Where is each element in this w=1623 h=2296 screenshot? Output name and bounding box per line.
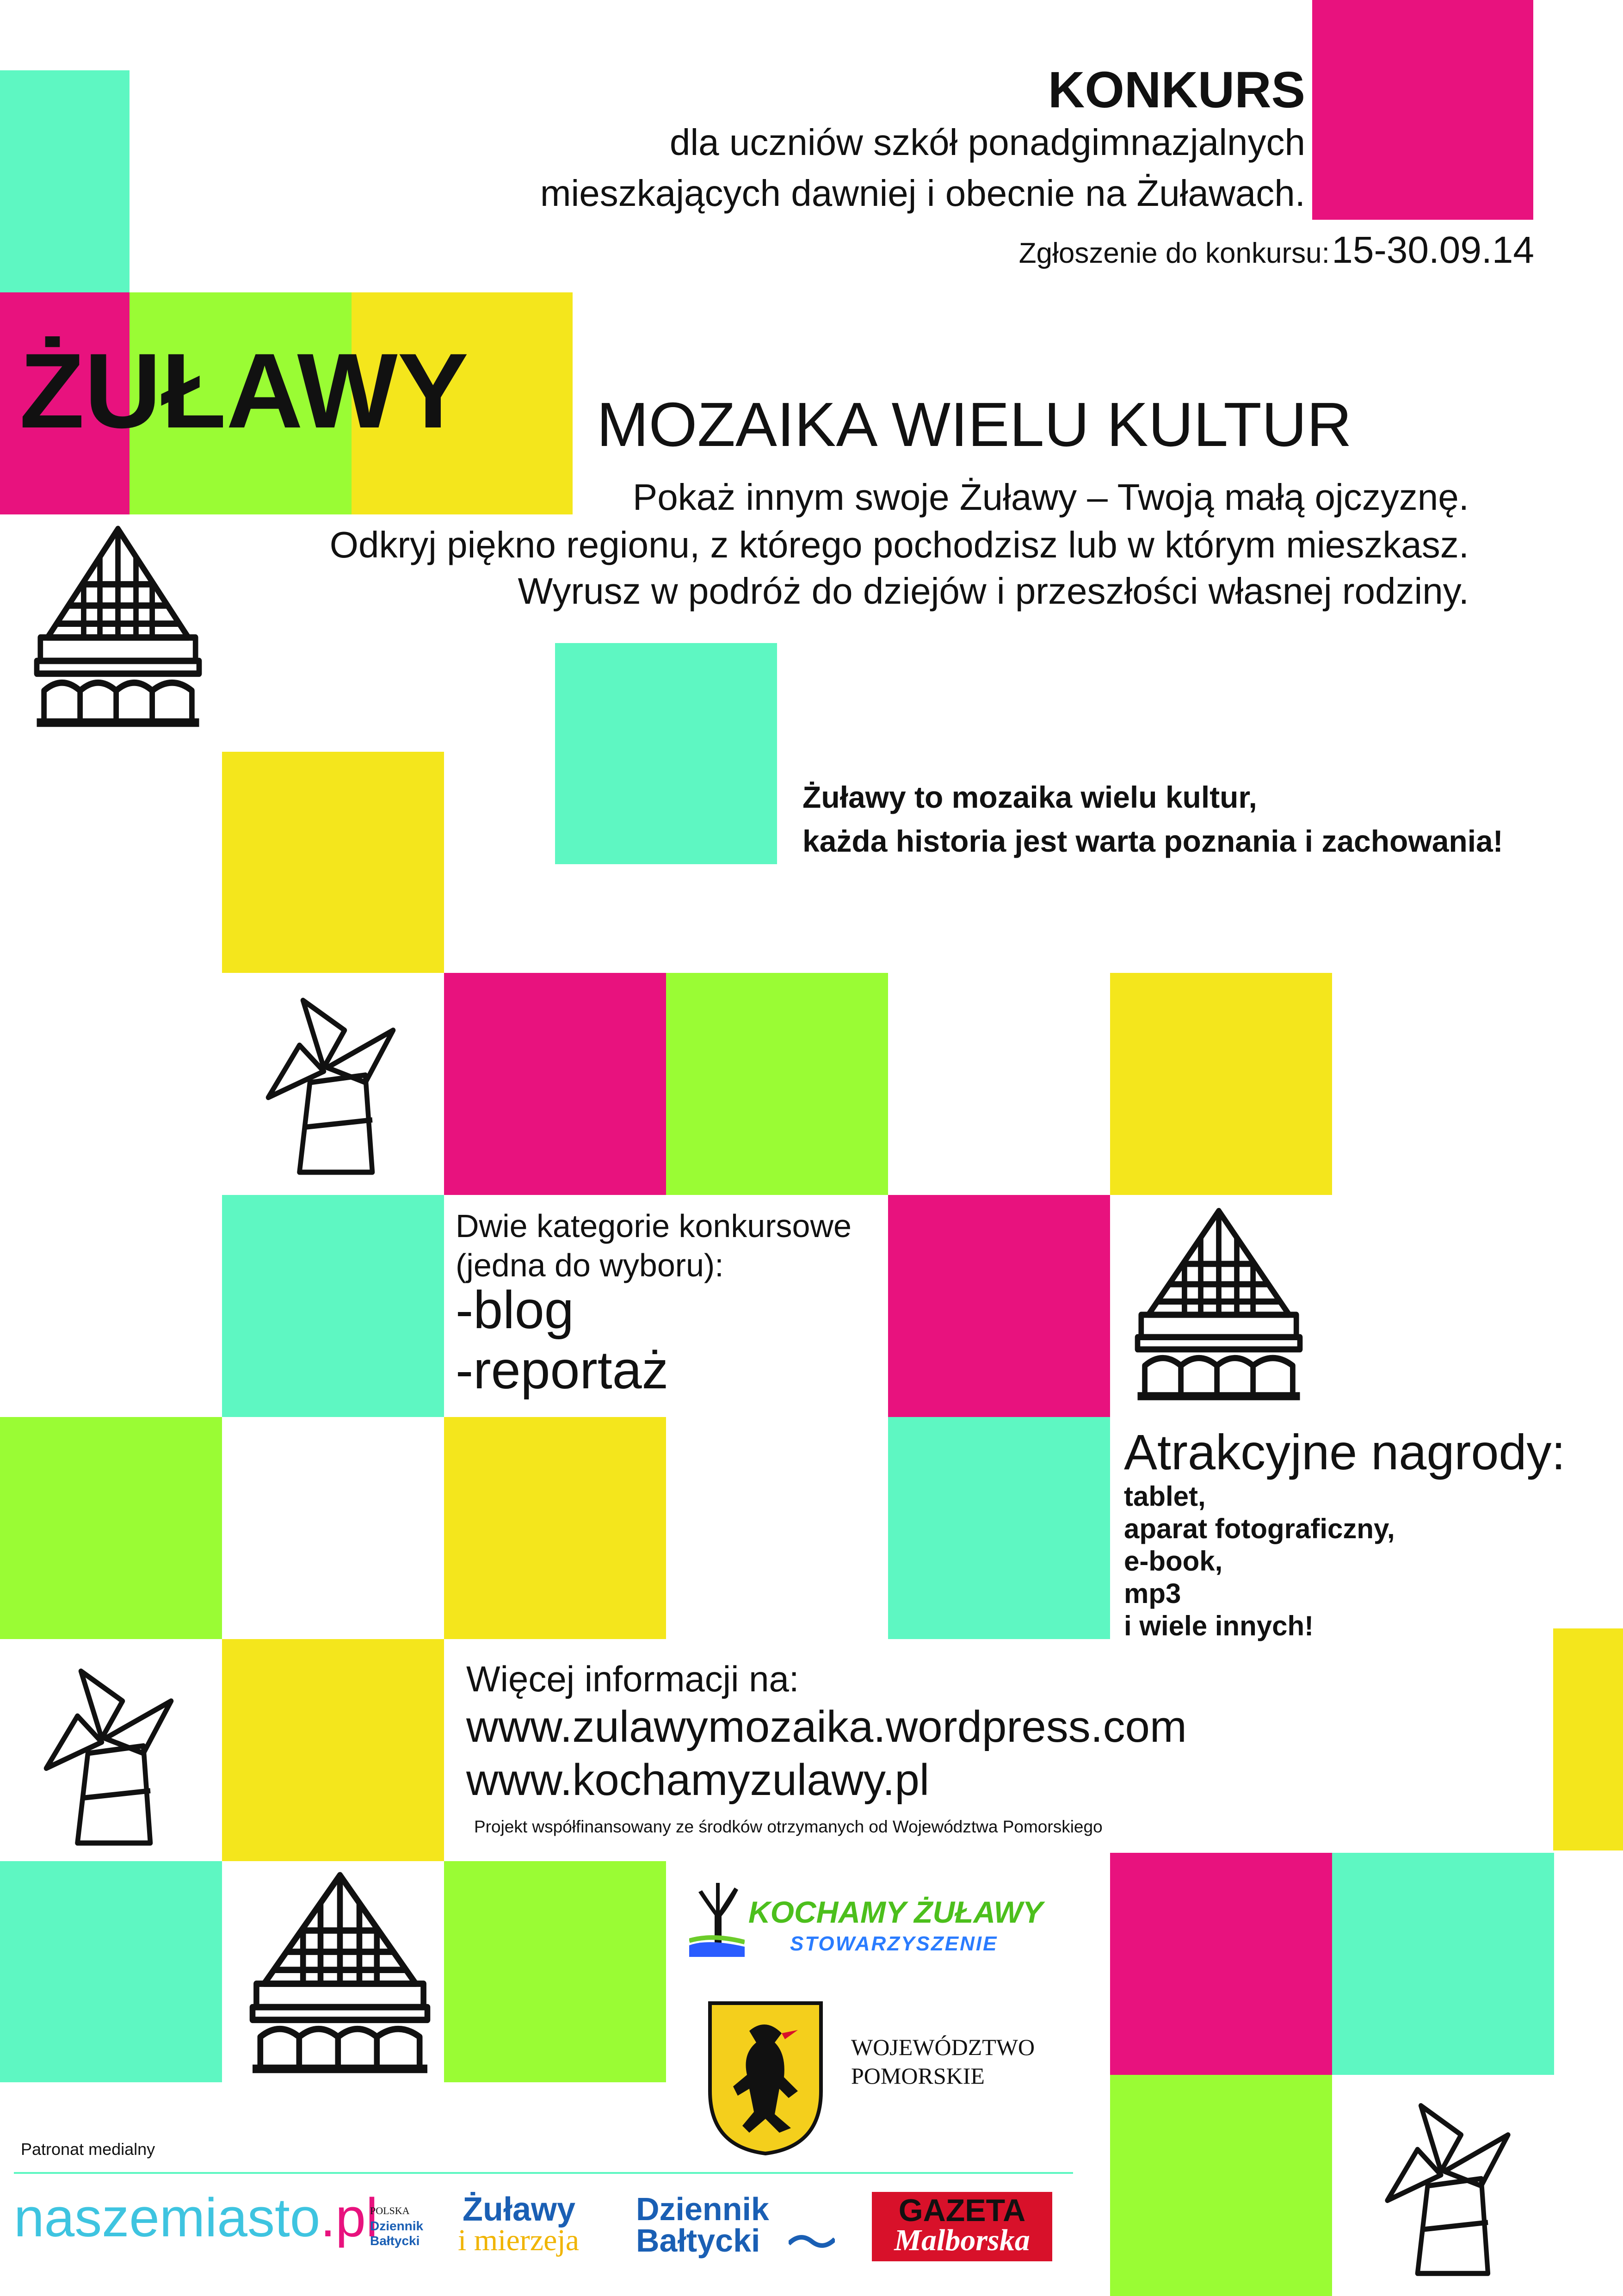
polska-small-2: Dziennik — [370, 2219, 424, 2233]
prize-item: mp3 — [1124, 1578, 1181, 1609]
intro-line-1: Pokaż innym swoje Żuławy – Twoją małą ojczyznę. — [632, 477, 1469, 518]
prize-item: i wiele innych! — [1124, 1610, 1314, 1641]
category-reportaz: -reportaż — [456, 1341, 669, 1400]
wojewodztwo-line-2: POMORSKIE — [851, 2063, 985, 2089]
mosaic-square — [222, 1195, 444, 1417]
funding-note: Projekt współfinansowany ze środków otrzymanych od Województwa Pomorskiego — [474, 1817, 1103, 1836]
subtitle: MOZAIKA WIELU KULTUR — [597, 390, 1352, 459]
pomorskie-coat-of-arms — [705, 1999, 826, 2156]
mosaic-square — [444, 1417, 666, 1639]
mosaic-square — [222, 752, 444, 973]
mosaic-square — [1553, 1628, 1623, 1850]
mosaic-square — [444, 973, 666, 1195]
zulawy-mierzeja-1: Żuławy — [463, 2191, 576, 2228]
zulawy-mierzeja-logo — [458, 2188, 578, 2258]
categories-note: (jedna do wyboru): — [456, 1247, 724, 1283]
wojewodztwo-pomorskie-logo — [705, 1999, 1066, 2156]
half-timbered-house-icon — [1129, 1203, 1309, 1406]
intro-line-2: Odkryj piękno regionu, z którego pochodzisz lub w którym mieszkasz. — [329, 524, 1469, 565]
windmill-icon — [261, 985, 400, 1180]
slogan-line-2: każda historia jest warta poznania i zachowania! — [802, 824, 1503, 858]
kochamy-zulawy-tree-logo — [689, 1864, 745, 1957]
polska-dziennik-logo — [370, 2193, 426, 2253]
mosaic-square — [1110, 973, 1332, 1195]
half-timbered-house-icon — [243, 1867, 437, 2079]
mosaic-square — [444, 1861, 666, 2082]
prize-item: e-book, — [1124, 1546, 1223, 1577]
prize-item: tablet, — [1124, 1481, 1206, 1512]
wave-icon — [789, 2230, 835, 2248]
polska-small-3: Bałtycki — [370, 2234, 420, 2248]
zulawy-mierzeja-2: i mierzeja — [458, 2223, 580, 2257]
mosaic-square — [222, 1639, 444, 1861]
naszemiasto-logo — [14, 2187, 378, 2248]
header-line-1: dla uczniów szkół ponadgimnazjalnych — [669, 122, 1305, 163]
header-line-2: mieszkających dawniej i obecnie na Żuławach. — [540, 173, 1305, 214]
prize-item: aparat fotograficzny, — [1124, 1513, 1395, 1544]
wojewodztwo-line-1: WOJEWÓDZTWO — [851, 2034, 1035, 2060]
info-heading: Więcej informacji na: — [466, 1659, 799, 1699]
gazeta-line-2: Malborska — [894, 2223, 1030, 2257]
zgloszenie-row — [1019, 231, 1534, 269]
zgloszenie-date: 15-30.09.14 — [1332, 229, 1534, 271]
intro-line-3: Wyrusz w podróż do dziejów i przeszłości własnej rodziny. — [518, 570, 1469, 612]
dziennik-line-2: Bałtycki — [636, 2222, 760, 2259]
slogan-line-1: Żuławy to mozaika wielu kultur, — [802, 780, 1257, 814]
dziennik-line-1: Dziennik — [636, 2191, 769, 2227]
mosaic-square — [0, 1861, 222, 2082]
gazeta-line-1: GAZETA — [898, 2193, 1026, 2228]
mosaic-square — [1110, 1853, 1332, 2075]
kochamy-zulawy-logo — [689, 1864, 1050, 1975]
mosaic-square — [1312, 0, 1533, 220]
mosaic-square — [1332, 1853, 1554, 2075]
windmill-icon — [39, 1656, 178, 1850]
page-title: ŻUŁAWY — [19, 331, 469, 450]
windmill-icon — [1381, 2091, 1515, 2281]
gazeta-malborska-logo — [872, 2192, 1052, 2261]
kochamy-logo-subtitle: STOWARZYSZENIE — [790, 1932, 998, 1955]
kochamy-logo-title: KOCHAMY ŻUŁAWY — [748, 1895, 1043, 1929]
polska-small-1: POLSKA — [370, 2205, 410, 2216]
mosaic-square — [1110, 2075, 1332, 2296]
mosaic-square — [888, 1417, 1110, 1639]
category-blog: -blog — [456, 1281, 574, 1340]
mosaic-square — [0, 1417, 222, 1639]
patronat-divider — [14, 2172, 1073, 2174]
prizes-heading: Atrakcyjne nagrody: — [1124, 1424, 1566, 1480]
naszemiasto-domain: .pl — [320, 2187, 378, 2248]
patronat-label: Patronat medialny — [21, 2140, 155, 2159]
mosaic-square — [555, 643, 777, 864]
mosaic-square — [888, 1195, 1110, 1417]
half-timbered-house-icon — [28, 520, 208, 733]
mosaic-square — [0, 70, 130, 292]
mosaic-square — [666, 973, 888, 1195]
info-link-kochamy[interactable]: www.kochamyzulawy.pl — [466, 1755, 930, 1805]
dziennik-baltycki-logo — [636, 2193, 839, 2258]
info-link-wordpress[interactable]: www.zulawymozaika.wordpress.com — [466, 1702, 1187, 1751]
konkurs-heading: KONKURS — [1048, 62, 1305, 118]
zgloszenie-label: Zgłoszenie do konkursu: — [1018, 237, 1330, 269]
naszemiasto-text: naszemiasto — [14, 2187, 321, 2248]
categories-heading: Dwie kategorie konkursowe — [456, 1208, 852, 1244]
